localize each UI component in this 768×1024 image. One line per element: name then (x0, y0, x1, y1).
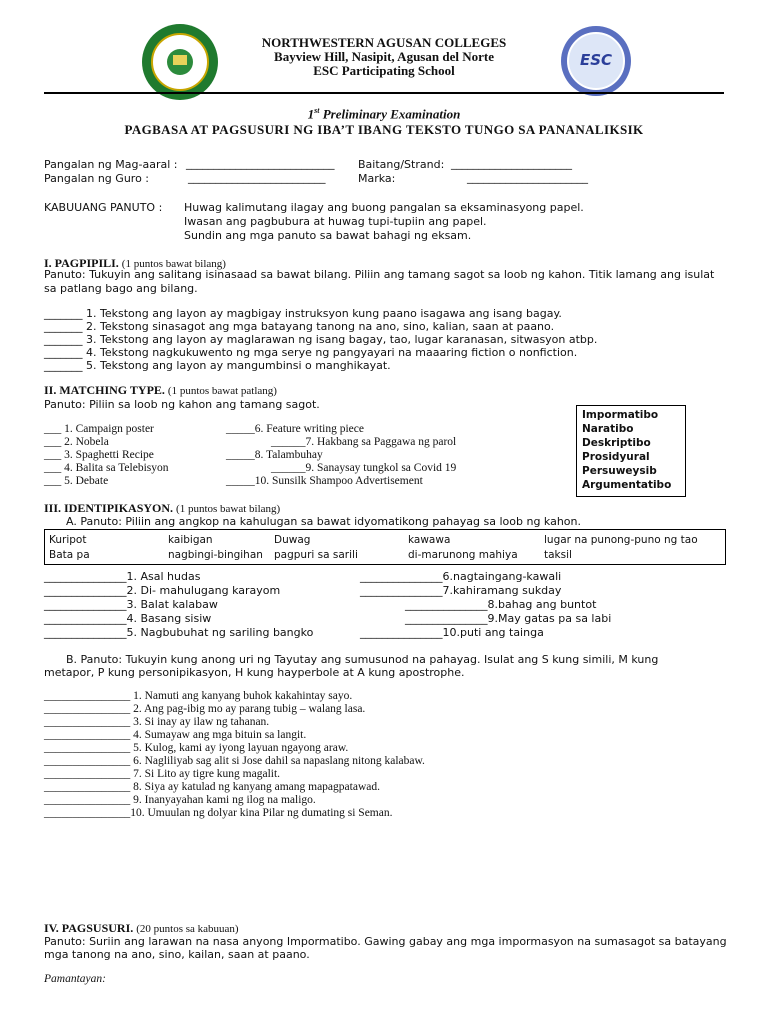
choice-item: taksil (544, 549, 572, 561)
list-item[interactable]: _______________8.bahag ang buntot (405, 598, 597, 611)
general-instruction-2: Iwasan ang pagbubura at huwag tupi-tupiin ang papel. (184, 215, 487, 228)
esc-logo-text: ESC (579, 51, 613, 69)
choice-item: Persuweysib (582, 465, 657, 477)
teacher-name-field[interactable]: _________________________ (188, 171, 326, 184)
part1-heading: I. PAGPIPILI. (1 puntos bawat bilang) (44, 256, 226, 270)
part2-choices-box (576, 405, 686, 497)
list-item[interactable]: ___ 1. Campaign poster (44, 423, 154, 435)
criteria-label: Pamantayan: (44, 973, 106, 985)
choice-item: Argumentatibo (582, 479, 672, 491)
choice-item: Prosidyural (582, 451, 650, 463)
exam-title: 1st Preliminary Examination (307, 106, 461, 122)
score-field[interactable]: ______________________ (467, 171, 588, 184)
choice-item: Deskriptibo (582, 437, 651, 449)
list-item[interactable]: _______________ 6. Nagliliyab sag alit si Jose dahil sa napaslang nitong kalabaw. (44, 755, 425, 767)
list-item[interactable]: _______ 5. Tekstong ang layon ay mangumbinsi o manghikayat. (44, 359, 391, 372)
list-item[interactable]: ______7. Hakbang sa Paggawa ng parol (271, 436, 457, 448)
school-tagline: ESC Participating School (313, 63, 455, 78)
choice-item: kawawa (408, 534, 451, 546)
part2-heading: II. MATCHING TYPE. (1 puntos bawat patlang) (44, 383, 277, 397)
list-item[interactable]: ___ 4. Balita sa Telebisyon (44, 462, 169, 474)
list-item[interactable]: _______________2. Di- mahulugang karayom (44, 584, 281, 597)
choice-item: lugar na punong-puno ng tao (544, 534, 698, 546)
list-item[interactable]: _______________10.puti ang tainga (360, 626, 544, 639)
list-item[interactable]: _______________ 3. Si inay ay ilaw ng tahanan. (44, 716, 270, 728)
list-item[interactable]: _______ 4. Tekstong nagkukuwento ng mga serye ng pangyayari na maaaring fiction o nonfiction. (44, 346, 578, 359)
list-item[interactable]: _______________6.nagtaingang-kawali (360, 570, 562, 583)
part3-heading: III. IDENTIPIKASYON. (1 puntos bawat bilang) (44, 501, 281, 515)
list-item[interactable]: _____10. Sunsilk Shampoo Advertisement (226, 475, 423, 487)
general-instruction-3: Sundin ang mga panuto sa bawat bahagi ng eksam. (184, 229, 472, 242)
part2-instruction: Panuto: Piliin sa loob ng kahon ang tamang sagot. (44, 398, 320, 411)
school-address: Bayview Hill, Nasipit, Agusan del Norte (274, 49, 494, 64)
choice-item: pagpuri sa sarili (274, 549, 358, 561)
part4-instruction-2: mga tanong na ano, sino, kailan, saan at paano. (44, 948, 310, 961)
list-item[interactable]: _______________ 1. Namuti ang kanyang buhok kakahintay sayo. (44, 690, 353, 702)
school-name: NORTHWESTERN AGUSAN COLLEGES (261, 35, 507, 50)
choice-item: Duwag (274, 534, 311, 546)
part4-instruction-1: Panuto: Suriin ang larawan na nasa anyong Impormatibo. Gawing gabay ang mga impormasyon na sumasagot sa batayang (44, 935, 727, 948)
general-instructions-label: KABUUANG PANUTO : (44, 201, 163, 214)
part1-instruction-1: Panuto: Tukuyin ang salitang isinasaad sa bawat bilang. Piliin ang tamang sagot sa loob ng kahon. Titik lamang ang isulat (44, 268, 715, 281)
list-item[interactable]: ______9. Sanaysay tungkol sa Covid 19 (271, 462, 457, 474)
choice-item: kaibigan (168, 534, 213, 546)
exam-subject: PAGBASA AT PAGSUSURI NG IBA’T IBANG TEKSTO TUNGO SA PANANALIKSIK (124, 122, 644, 137)
list-item[interactable]: _______ 3. Tekstong ang layon ay maglarawan ng isang bagay, tao, lugar karanasan, sitwasyon atbp. (44, 333, 598, 346)
choice-item: Bata pa (49, 549, 90, 561)
header-divider (44, 92, 724, 94)
list-item[interactable]: ___ 3. Spaghetti Recipe (44, 449, 154, 461)
list-item[interactable]: _______________ 8. Siya ay katulad ng kanyang amang mapagpatawad. (44, 781, 380, 793)
general-instruction-1: Huwag kalimutang ilagay ang buong pangalan sa eksaminasyong papel. (184, 201, 584, 214)
deped-esc-logo (561, 26, 631, 96)
choice-item: Naratibo (582, 423, 634, 435)
list-item[interactable]: _______________5. Nagbubuhat ng sariling bangko (44, 626, 314, 639)
list-item[interactable]: _______________9.May gatas pa sa labi (405, 612, 612, 625)
score-label: Marka: (358, 172, 396, 185)
part3-a-instruction: A. Panuto: Piliin ang angkop na kahulugan sa bawat idyomatikong pahayag sa loob ng kahon. (66, 515, 582, 528)
list-item[interactable]: _______ 2. Tekstong sinasagot ang mga batayang tanong na ano, sino, kalian, saan at paano. (44, 320, 555, 333)
list-item[interactable]: _______________4. Basang sisiw (44, 612, 212, 625)
part4-heading: IV. PAGSUSURI. (20 puntos sa kabuuan) (44, 921, 239, 935)
list-item[interactable]: _______ 1. Tekstong ang layon ay magbigay instruksyon kung paano isagawa ang isang bagay. (44, 307, 562, 320)
list-item[interactable]: _______________ 9. Inanyayahan kami ng ilog na maligo. (44, 794, 316, 806)
teacher-name-label: Pangalan ng Guro : (44, 172, 149, 185)
choice-item: Impormatibo (582, 409, 659, 421)
choice-item: Kuripot (49, 534, 87, 546)
list-item[interactable]: _______________ 5. Kulog, kami ay iyong layuan ngayong araw. (44, 742, 349, 754)
list-item[interactable]: _______________ 2. Ang pag-ibig mo ay parang tubig – walang lasa. (44, 703, 366, 715)
list-item[interactable]: _______________ 4. Sumayaw ang mga bituin sa langit. (44, 729, 307, 741)
choice-item: nagbingi-bingihan (168, 549, 263, 561)
choice-item: di-marunong mahiya (408, 549, 518, 561)
student-name-field[interactable]: ___________________________ (186, 157, 335, 170)
student-name-label: Pangalan ng Mag-aaral : (44, 158, 178, 171)
part3-b-instruction-2: metapor, P kung personipikasyon, H kung hayperbole at A kung apostrophe. (44, 666, 465, 679)
list-item[interactable]: ___ 2. Nobela (44, 436, 109, 448)
list-item[interactable]: _______________1. Asal hudas (44, 570, 201, 583)
part3-b-instruction-1: B. Panuto: Tukuyin kung anong uri ng Tayutay ang sumusunod na pahayag. Isulat ang S kung simili, M kung (66, 653, 659, 666)
grade-strand-field[interactable]: ______________________ (451, 157, 572, 170)
list-item[interactable]: _____6. Feature writing piece (226, 423, 364, 435)
part3-choices-box (44, 529, 726, 565)
list-item[interactable]: _______________10. Umuulan ng dolyar kina Pilar ng dumating si Seman. (44, 807, 393, 819)
list-item[interactable]: _____8. Talambuhay (226, 449, 323, 461)
list-item[interactable]: _______________3. Balat kalabaw (44, 598, 218, 611)
list-item[interactable]: _______________ 7. Si Lito ay tigre kung magalit. (44, 768, 281, 780)
part1-instruction-2: sa patlang bago ang bilang. (44, 282, 198, 295)
list-item[interactable]: ___ 5. Debate (44, 475, 109, 487)
grade-strand-label: Baitang/Strand: (358, 158, 445, 171)
list-item[interactable]: _______________7.kahiramang sukday (360, 584, 562, 597)
